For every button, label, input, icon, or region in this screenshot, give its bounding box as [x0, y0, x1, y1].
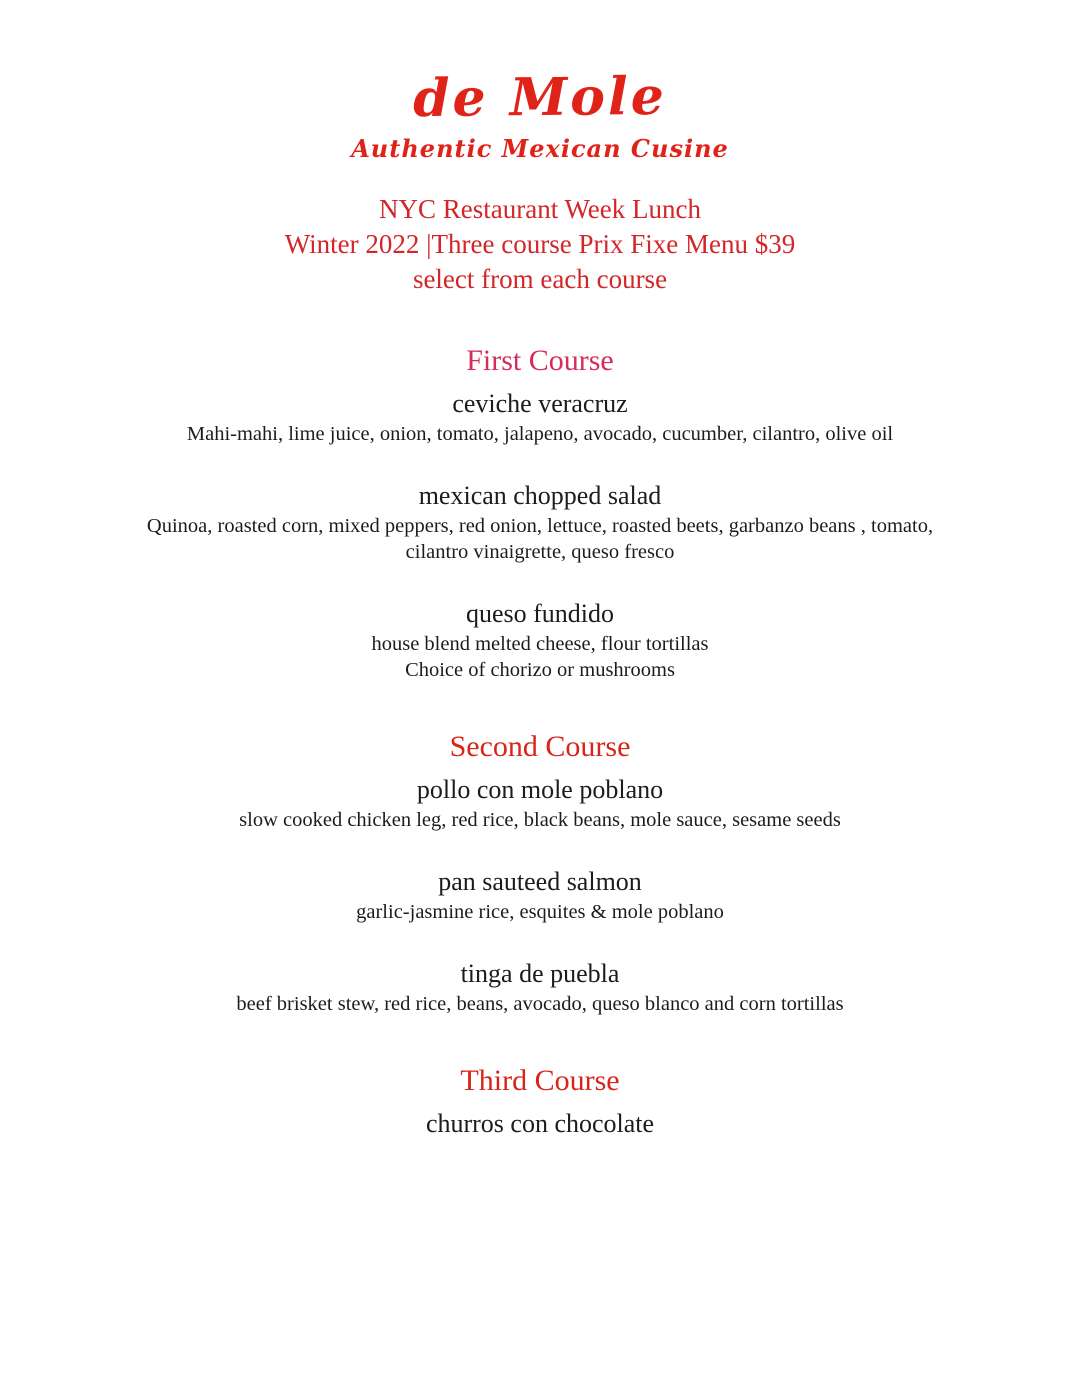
item-description: slow cooked chicken leg, red rice, black beans, mole sauce, sesame seeds [239, 809, 841, 831]
course-title: First Course [466, 344, 614, 377]
item-description: Quinoa, roasted corn, mixed peppers, red onion, lettuce, roasted beets, garbanzo beans , tomato, [146, 515, 934, 537]
item-description: beef brisket stew, red rice, beans, avocado, queso blanco and corn tortillas [236, 993, 844, 1015]
menu-item [0, 957, 1080, 1017]
restaurant-tagline: Authentic Mexican Cusine [351, 134, 729, 163]
header-line-event: NYC Restaurant Week Lunch [379, 194, 701, 224]
item-name: pan sauteed salmon [438, 867, 642, 896]
item-name: tinga de puebla [460, 959, 620, 988]
course-section-second [0, 729, 1080, 1017]
menu-item [0, 865, 1080, 925]
item-description: Choice of chorizo or mushrooms [405, 659, 675, 681]
course-title: Second Course [449, 730, 631, 763]
course-section-third [0, 1063, 1080, 1141]
item-name: queso fundido [465, 599, 615, 628]
menu-item [0, 773, 1080, 833]
item-name: ceviche veracruz [452, 389, 628, 418]
item-description: house blend melted cheese, flour tortillas [371, 633, 709, 655]
header-line-price: Winter 2022 |Three course Prix Fixe Menu $39 [284, 229, 796, 259]
item-name: churros con chocolate [425, 1109, 655, 1138]
menu-header [0, 192, 1080, 297]
course-section-first [0, 343, 1080, 683]
restaurant-name: de Mole [412, 65, 668, 130]
menu-item [0, 479, 1080, 565]
menu-item [0, 597, 1080, 683]
course-title: Third Course [460, 1064, 620, 1097]
menu-item [0, 387, 1080, 447]
menu-item [0, 1107, 1080, 1141]
header-line-instruction: select from each course [412, 264, 668, 294]
item-description: cilantro vinaigrette, queso fresco [405, 541, 675, 563]
item-name: pollo con mole poblano [416, 775, 664, 804]
item-name: mexican chopped salad [418, 481, 662, 510]
item-description: Mahi-mahi, lime juice, onion, tomato, jalapeno, avocado, cucumber, cilantro, olive oil [186, 423, 894, 445]
item-description: garlic-jasmine rice, esquites & mole poblano [356, 901, 724, 923]
restaurant-logo [0, 65, 1080, 164]
